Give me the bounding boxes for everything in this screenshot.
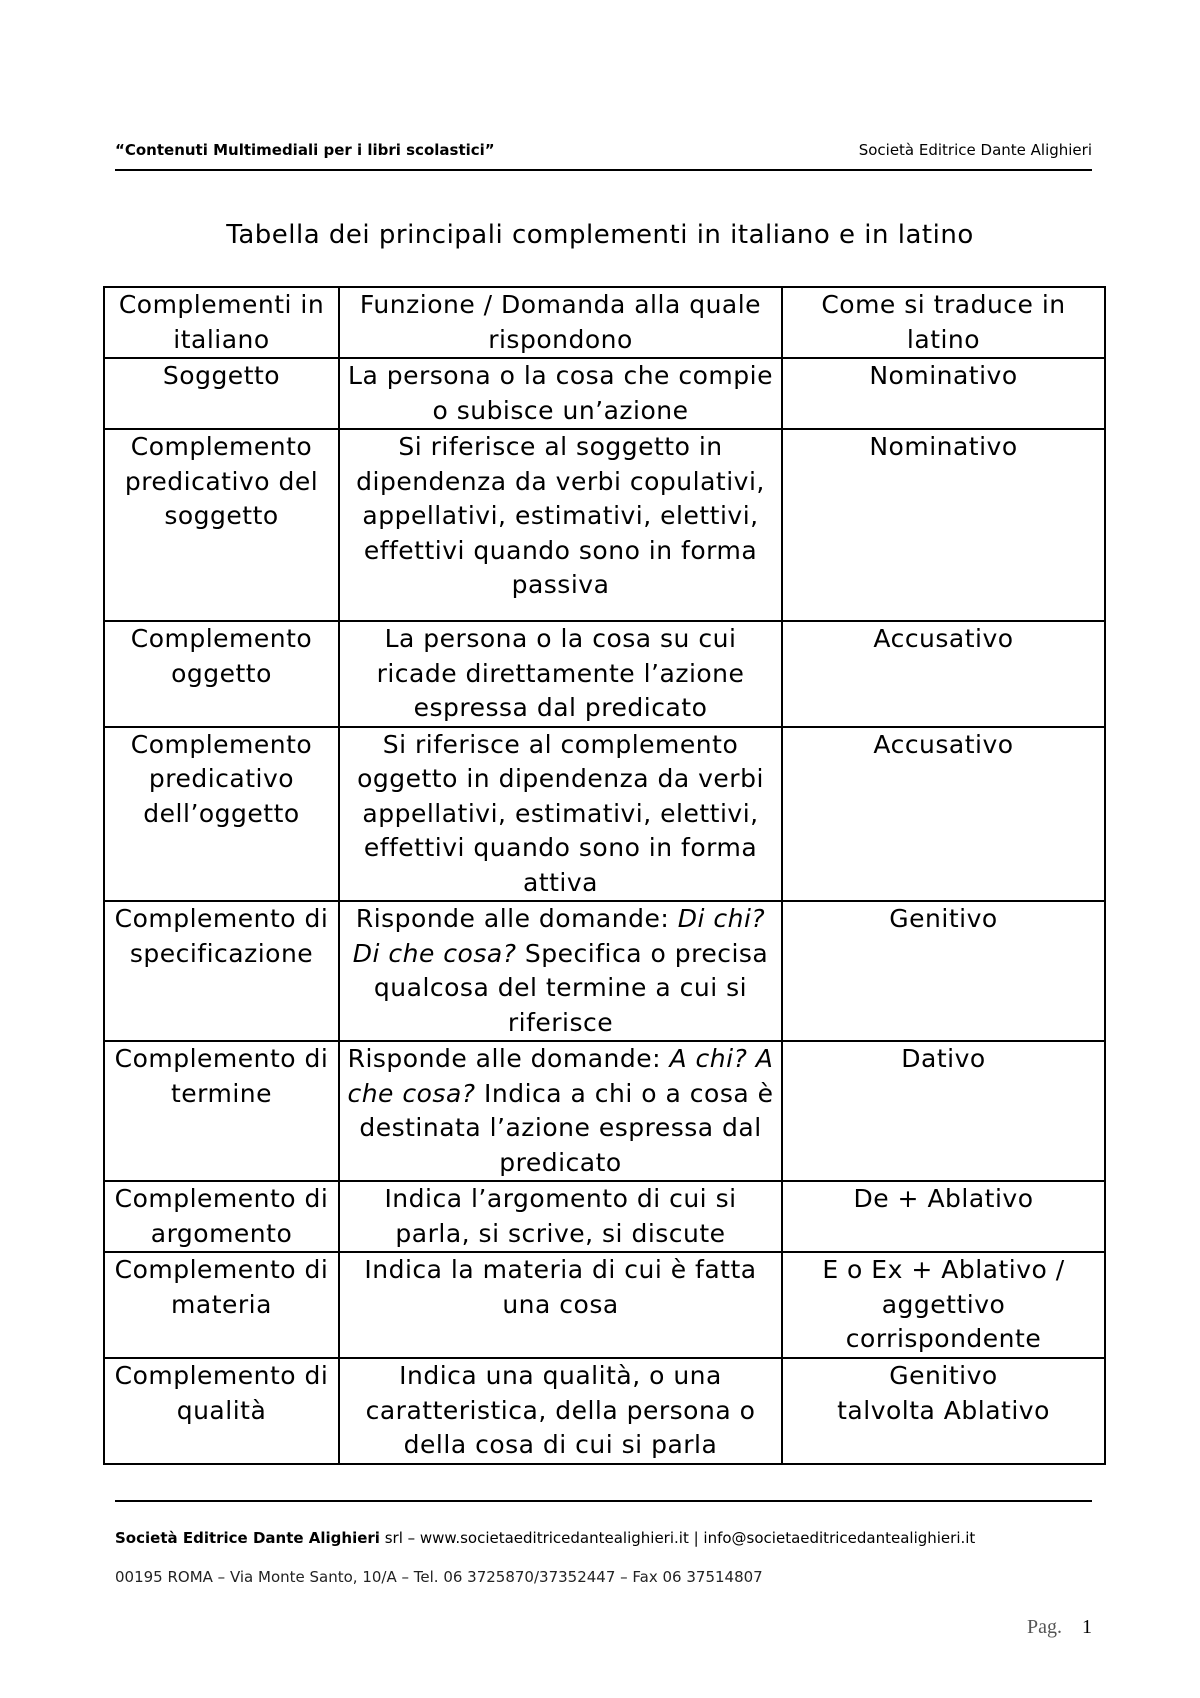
complement-name: Complemento di specificazione xyxy=(104,901,339,1041)
complement-function: Indica una qualità, o una caratteristica, della persona o della cosa di cui si parla xyxy=(339,1358,782,1464)
page-number xyxy=(1027,1616,1092,1639)
latin-translation: Genitivo xyxy=(782,901,1105,1041)
latin-translation: Dativo xyxy=(782,1041,1105,1181)
latin-line: talvolta Ablativo xyxy=(837,1395,1050,1425)
complement-function: Indica l’argomento di cui si parla, si scrive, si discute xyxy=(339,1181,782,1252)
complement-name: Complemento predicativo dell’oggetto xyxy=(104,727,339,902)
complement-name: Complemento di argomento xyxy=(104,1181,339,1252)
header-left-text: “Contenuti Multimediali per i libri scolastici” xyxy=(115,141,495,159)
complements-table xyxy=(103,286,1106,1465)
header-right-text: Società Editrice Dante Alighieri xyxy=(858,141,1092,159)
latin-translation: Nominativo xyxy=(782,358,1105,429)
column-header: Complementi in italiano xyxy=(104,287,339,358)
page-label: Pag. xyxy=(1027,1616,1062,1638)
complement-name: Soggetto xyxy=(104,358,339,429)
column-header: Funzione / Domanda alla quale rispondono xyxy=(339,287,782,358)
column-header: Come si traduce in latino xyxy=(782,287,1105,358)
complement-function xyxy=(339,1041,782,1181)
question-text: Di chi? Di che cosa? xyxy=(352,904,766,968)
latin-translation: Accusativo xyxy=(782,621,1105,727)
table-header-row xyxy=(104,287,1105,358)
latin-translation: Accusativo xyxy=(782,727,1105,902)
company-name: Società Editrice Dante Alighieri xyxy=(115,1529,380,1547)
table-row xyxy=(104,1181,1105,1252)
function-text: Specifica o precisa qualcosa del termine a cui si riferisce xyxy=(373,938,769,1037)
latin-line: Genitivo xyxy=(889,1361,998,1390)
table-row xyxy=(104,1252,1105,1358)
function-text: Indica a chi o a cosa è destinata l’azione espressa dal predicato xyxy=(359,1078,774,1177)
function-text: Risponde alle domande: xyxy=(355,904,678,933)
table-row xyxy=(104,621,1105,727)
complement-function: La persona o la cosa che compie o subisce un’azione xyxy=(339,358,782,429)
document-title: Tabella dei principali complementi in italiano e in latino xyxy=(226,220,974,250)
latin-translation: De + Ablativo xyxy=(782,1181,1105,1252)
page-header xyxy=(115,141,1092,171)
latin-translation: E o Ex + Ablativo / aggettivo corrispondente xyxy=(782,1252,1105,1358)
complement-function xyxy=(339,901,782,1041)
complement-name: Complemento predicativo del soggetto xyxy=(104,429,339,621)
complement-function: Indica la materia di cui è fatta una cosa xyxy=(339,1252,782,1358)
complement-name: Complemento di qualità xyxy=(104,1358,339,1464)
footer-address: 00195 ROMA – Via Monte Santo, 10/A – Tel. 06 3725870/37352447 – Fax 06 37514807 xyxy=(115,1568,763,1586)
complement-function: Si riferisce al complemento oggetto in dipendenza da verbi appellativi, estimativi, elettivi, effettivi quando sono in forma attiva xyxy=(339,727,782,902)
table-row xyxy=(104,1358,1105,1464)
footer-company-line xyxy=(115,1529,975,1547)
complement-function: La persona o la cosa su cui ricade direttamente l’azione espressa dal predicato xyxy=(339,621,782,727)
function-text: Risponde alle domande: xyxy=(347,1044,670,1073)
page-number-value: 1 xyxy=(1082,1616,1092,1638)
table-row xyxy=(104,358,1105,429)
question-text: A chi? A che cosa? xyxy=(347,1044,774,1108)
table-row xyxy=(104,901,1105,1041)
company-contacts: srl – www.societaeditricedantealighieri.it | info@societaeditricedantealighieri.it xyxy=(379,1529,976,1547)
latin-translation xyxy=(782,1358,1105,1464)
table-row xyxy=(104,727,1105,902)
footer-divider xyxy=(115,1500,1092,1502)
complement-function: Si riferisce al soggetto in dipendenza da verbi copulativi, appellativi, estimativi, elettivi, effettivi quando sono in forma passiva xyxy=(339,429,782,621)
complement-name: Complemento oggetto xyxy=(104,621,339,727)
complement-name: Complemento di materia xyxy=(104,1252,339,1358)
complement-name: Complemento di termine xyxy=(104,1041,339,1181)
table-row xyxy=(104,429,1105,621)
table-row xyxy=(104,1041,1105,1181)
latin-translation: Nominativo xyxy=(782,429,1105,621)
